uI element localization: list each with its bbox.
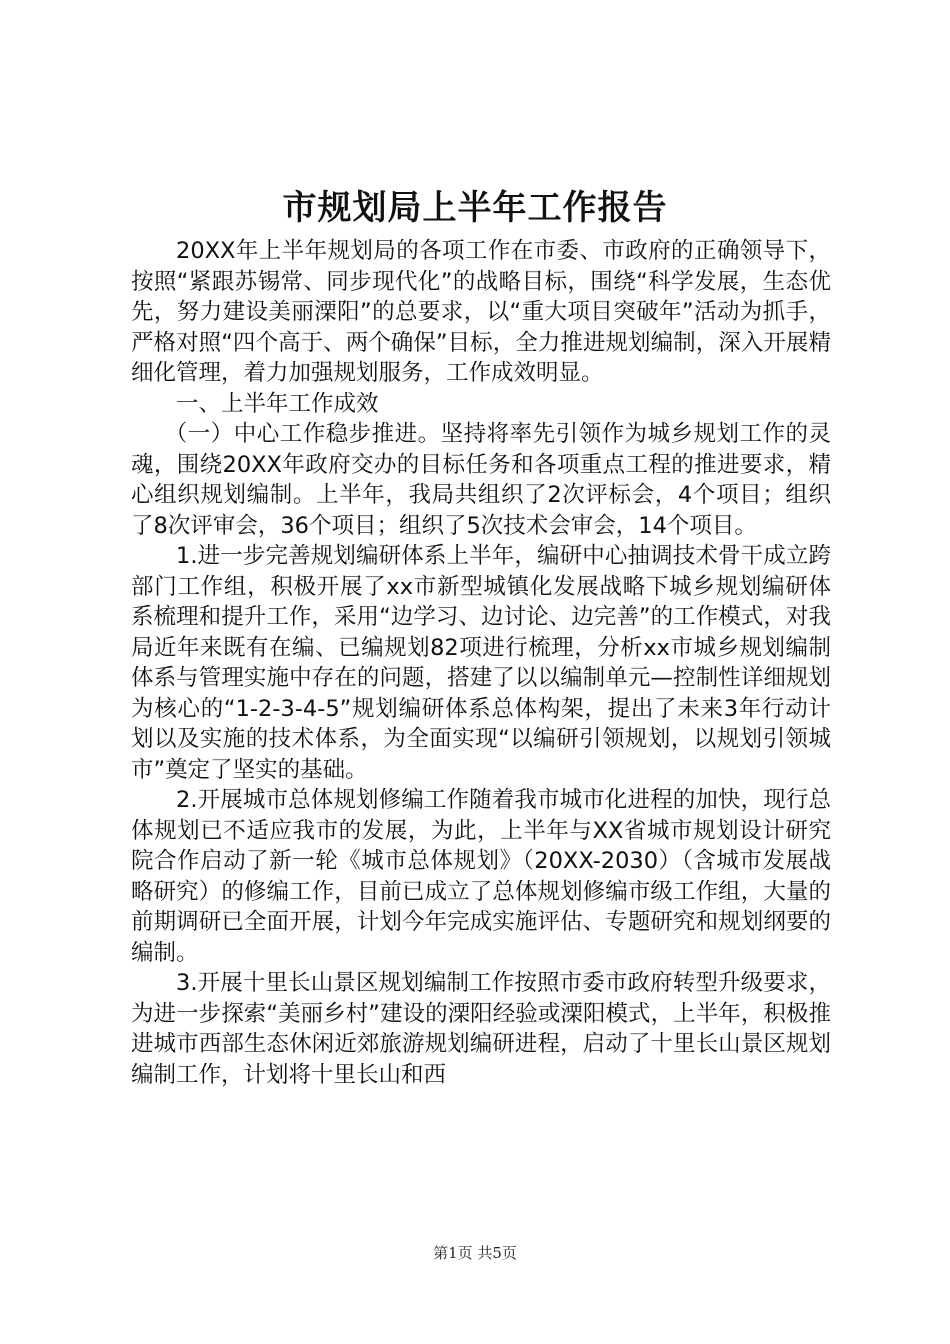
item-paragraph-3: 3.开展十里长山景区规划编制工作按照市委市政府转型升级要求，为进一步探索“美丽乡村”建设的溧阳经验或溧阳模式，上半年，积极推进城市西部生态休闲近郊旅游规划编研进程，启动了十里长山景区规划编制工作，计划将十里长山和西 <box>131 970 831 1088</box>
page-number: 第1页 共5页 <box>433 1244 517 1262</box>
item-paragraph-2: 2.开展城市总体规划修编工作随着我市城市化进程的加快，现行总体规划已不适应我市的发展，为此，上半年与XX省城市规划设计研究院合作启动了新一轮《城市总体规划》（20XX-2030）（含城市发展战略研究）的修编工作，目前已成立了总体规划修编市级工作组，大量的前期调研已全面开展，计划今年完成实施评估、专题研究和规划纲要的编制。 <box>131 787 831 966</box>
item-paragraph-1: 1.进一步完善规划编研体系上半年，编研中心抽调技术骨干成立跨部门工作组，积极开展了xx市新型城镇化发展战略下城乡规划编研体系梳理和提升工作，采用“边学习、边讨论、边完善”的工作模式，对我局近年来既有在编、已编规划82项进行梳理，分析xx市城乡规划编制体系与管理实施中存在的问题，搭建了以以编制单元—控制性详细规划为核心的“1-2-3-4-5”规划编研体系总体构架，提出了未来3年行动计划以及实施的技术体系，为全面实现“以编研引领规划，以规划引领城市”奠定了坚实的基础。 <box>131 543 831 783</box>
section-heading: 一、上半年工作成效 <box>176 390 379 417</box>
report-body <box>131 236 831 1090</box>
page-title: 市规划局上半年工作报告 <box>282 188 668 228</box>
intro-paragraph: 20XX年上半年规划局的各项工作在市委、市政府的正确领导下，按照“紧跟苏锡常、同步现代化”的战略目标，围绕“科学发展，生态优先，努力建设美丽溧阳”的总要求，以“重大项目突破年”活动为抓手，严格对照“四个高于、两个确保”目标，全力推进规划编制，深入开展精细化管理，着力加强规划服务，工作成效明显。 <box>131 238 831 386</box>
subsection-paragraph: （一）中心工作稳步推进。坚持将率先引领作为城乡规划工作的灵魂，围绕20XX年政府交办的目标任务和各项重点工程的推进要求，精心组织规划编制。上半年，我局共组织了2次评标会，4个项目；组织了8次评审会，36个项目；组织了5次技术会审会，14个项目。 <box>131 421 831 539</box>
